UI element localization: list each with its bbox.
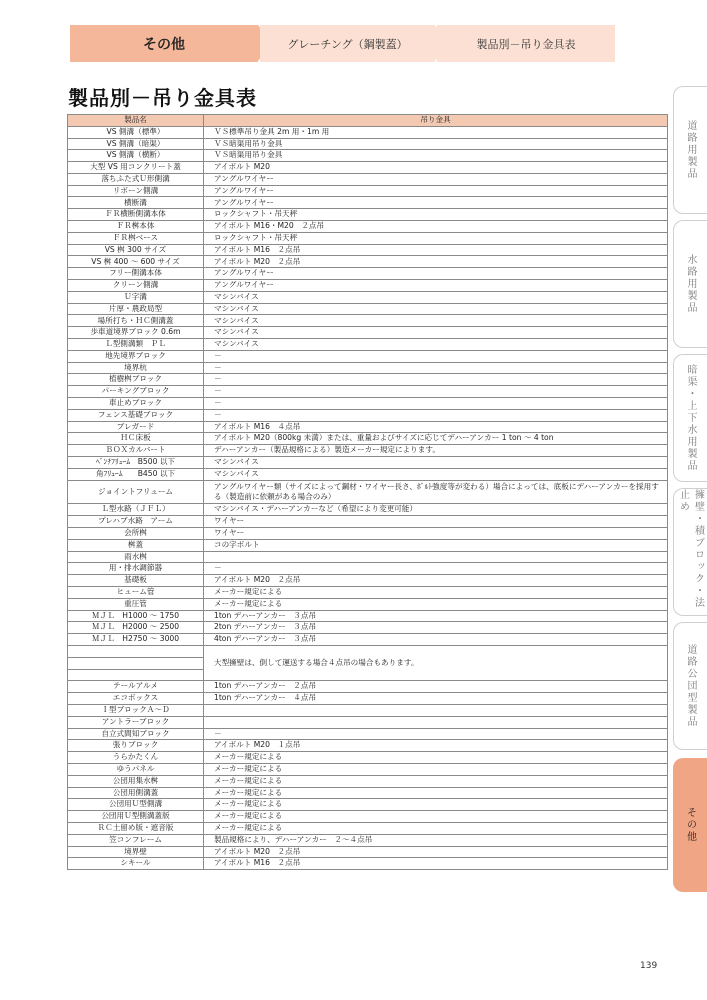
table-row <box>68 504 668 516</box>
product-name-cell: VS 側溝（標準） <box>68 126 204 138</box>
fitting-cell: メーカー規定による <box>204 787 668 799</box>
table-row <box>68 362 668 374</box>
side-tab-other[interactable] <box>673 758 707 892</box>
fitting-cell: － <box>204 362 668 374</box>
fitting-cell: メーカー規定による <box>204 763 668 775</box>
product-name-cell: Ｌ型水路（ＪＦＬ） <box>68 504 204 516</box>
fitting-cell: アイボルト M20 <box>204 162 668 174</box>
product-name-cell: エコボックス <box>68 693 204 705</box>
table-row <box>68 480 668 504</box>
table-row <box>68 197 668 209</box>
product-name-cell: 植樹桝ブロック <box>68 374 204 386</box>
column-header-fitting: 吊り金具 <box>204 115 668 127</box>
product-name-cell: VS 桝 300 サイズ <box>68 244 204 256</box>
table-row <box>68 563 668 575</box>
product-name-cell: リボーン側溝 <box>68 185 204 197</box>
breadcrumb-section[interactable]: その他 <box>70 25 258 62</box>
table-row <box>68 811 668 823</box>
fitting-cell: コの字ボルト <box>204 539 668 551</box>
product-name-cell: プレハブ水路 アーム <box>68 516 204 528</box>
product-name-cell: 桝蓋 <box>68 539 204 551</box>
side-tab-road-products[interactable] <box>673 86 707 214</box>
fitting-cell: アングルワイヤー <box>204 173 668 185</box>
table-row <box>68 610 668 622</box>
fitting-cell: アイボルト M20 ２点吊 <box>204 846 668 858</box>
table-row <box>68 126 668 138</box>
table-row <box>68 846 668 858</box>
table-row <box>68 528 668 540</box>
product-name-cell <box>68 645 204 657</box>
fitting-cell: アイボルト M20 １点吊 <box>204 740 668 752</box>
fitting-cell: メーカー規定による <box>204 587 668 599</box>
fitting-cell: マシンバイス <box>204 339 668 351</box>
product-name-cell: 公団用Ｕ型側溝 <box>68 799 204 811</box>
product-name-cell: 大型 VS 用コンクリート蓋 <box>68 162 204 174</box>
side-tab-label: 水路用製品 <box>685 254 696 314</box>
fitting-cell <box>204 551 668 563</box>
fitting-cell: アイボルト M20 ２点吊 <box>204 575 668 587</box>
table-row <box>68 763 668 775</box>
table-row <box>68 162 668 174</box>
fitting-cell: － <box>204 409 668 421</box>
fitting-cell: ＶＳ暗渠用吊り金具 <box>204 150 668 162</box>
table-row <box>68 551 668 563</box>
product-name-cell: ＨＣ床板 <box>68 433 204 445</box>
fitting-cell <box>204 716 668 728</box>
table-row <box>68 244 668 256</box>
breadcrumb <box>70 25 615 62</box>
fitting-cell: 製品規格により、デハーアンカー ２～４点吊 <box>204 834 668 846</box>
product-name-cell: 基礎板 <box>68 575 204 587</box>
product-name-cell: フリー側溝本体 <box>68 268 204 280</box>
product-name-cell: フェンス基礎ブロック <box>68 409 204 421</box>
table-row <box>68 587 668 599</box>
table-row <box>68 681 668 693</box>
fitting-cell: マシンバイス <box>204 291 668 303</box>
table-row <box>68 858 668 870</box>
product-name-cell: 片厚・農政局型 <box>68 303 204 315</box>
product-name-cell: 境界壁 <box>68 846 204 858</box>
product-name-cell: 車止めブロック <box>68 398 204 410</box>
fitting-cell: － <box>204 563 668 575</box>
fitting-cell: アングルワイヤー <box>204 268 668 280</box>
product-name-cell: ＭＪＬ H2750 ～ 3000 <box>68 634 204 646</box>
product-name-cell: 境界杭 <box>68 362 204 374</box>
fitting-cell: ワイヤー <box>204 516 668 528</box>
table-row <box>68 232 668 244</box>
table-row <box>68 575 668 587</box>
product-name-cell: ＦＲ桝ベース <box>68 232 204 244</box>
table-row <box>68 409 668 421</box>
side-tab-label: 道路用製品 <box>685 120 696 180</box>
table-row <box>68 622 668 634</box>
product-name-cell <box>68 657 204 669</box>
product-name-cell: 場所打ち・ＨＣ側溝蓋 <box>68 315 204 327</box>
table-row <box>68 386 668 398</box>
table-row <box>68 834 668 846</box>
product-name-cell: ＲＣ土留め版・遮音版 <box>68 822 204 834</box>
note-cell: 大型擁壁は、倒して運送する場合４点吊の場合もあります。 <box>204 645 668 680</box>
product-name-cell: 重圧管 <box>68 598 204 610</box>
product-name-cell: 雨水桝 <box>68 551 204 563</box>
product-name-cell: テールアルメ <box>68 681 204 693</box>
page-title: 製品別－吊り金具表 <box>68 86 257 110</box>
side-tab-label: 擁壁・積ブロック・法止め <box>677 489 704 609</box>
fitting-cell: アングルワイヤー <box>204 280 668 292</box>
product-name-cell: ＦＲ桝本体 <box>68 221 204 233</box>
table-row <box>68 173 668 185</box>
product-name-cell: ジョイントフリューム <box>68 480 204 504</box>
fitting-cell: 2ton デハーアンカー ３点吊 <box>204 622 668 634</box>
product-name-cell: Ｉ型ブロックＡ～Ｄ <box>68 704 204 716</box>
table-row <box>68 221 668 233</box>
table-row <box>68 185 668 197</box>
product-name-cell: 公団用集水桝 <box>68 775 204 787</box>
product-name-cell: ゆうパネル <box>68 763 204 775</box>
fitting-cell: － <box>204 374 668 386</box>
table-row <box>68 433 668 445</box>
fitting-cell: アングルワイヤー類（サイズによって鋼材・ワイヤー長さ、ﾎﾞﾙﾄ強度等が変わる）場合によっては、底板にデハーアンカーを採用する（製造前に依頼がある場合のみ） <box>204 480 668 504</box>
product-name-cell: 落ちふた式Ｕ形側溝 <box>68 173 204 185</box>
table-row <box>68 268 668 280</box>
fitting-cell: 4ton デハーアンカー ３点吊 <box>204 634 668 646</box>
fitting-cell: マシンバイス・デハーアンカーなど（希望により変更可能） <box>204 504 668 516</box>
product-name-cell: VS 側溝（暗渠） <box>68 138 204 150</box>
product-name-cell: Ｕ字溝 <box>68 291 204 303</box>
table-row <box>68 799 668 811</box>
fitting-cell: ロックシャフト・吊天秤 <box>204 209 668 221</box>
product-name-cell: ﾍﾞﾝﾁﾌﾘｭｰﾑ B500 以下 <box>68 457 204 469</box>
fitting-cell: ＶＳ暗渠用吊り金具 <box>204 138 668 150</box>
breadcrumb-category[interactable]: グレーチング（鋼製蓋） <box>260 25 435 62</box>
fitting-cell: アイボルト M16 ２点吊 <box>204 858 668 870</box>
breadcrumb-current: 製品別－吊り金具表 <box>437 25 615 62</box>
product-name-cell: 歩車道境界ブロック 0.6m <box>68 327 204 339</box>
table-row <box>68 315 668 327</box>
fitting-cell: メーカー規定による <box>204 598 668 610</box>
product-name-cell: 自立式間知ブロック <box>68 728 204 740</box>
fitting-cell: メーカー規定による <box>204 752 668 764</box>
fitting-cell: メーカー規定による <box>204 799 668 811</box>
fitting-cell: メーカー規定による <box>204 822 668 834</box>
fitting-cell: メーカー規定による <box>204 775 668 787</box>
product-name-cell: ＭＪＬ H2000 ～ 2500 <box>68 622 204 634</box>
table-row <box>68 822 668 834</box>
table-row <box>68 350 668 362</box>
table-row <box>68 138 668 150</box>
table-row <box>68 645 668 657</box>
product-name-cell: ＢＯＸカルバート <box>68 445 204 457</box>
table-row <box>68 280 668 292</box>
side-tab-retaining-wall[interactable] <box>673 488 707 616</box>
fitting-cell <box>204 704 668 716</box>
product-name-cell: VS 側溝（横断） <box>68 150 204 162</box>
side-tab-label: 暗渠・上下水用製品 <box>685 364 696 472</box>
side-tab-label: その他 <box>684 807 696 843</box>
product-name-cell <box>68 669 204 681</box>
column-header-product: 製品名 <box>68 115 204 127</box>
fitting-cell: － <box>204 350 668 362</box>
product-name-cell: パーキングブロック <box>68 386 204 398</box>
fitting-cell: アイボルト M20 ２点吊 <box>204 256 668 268</box>
product-name-cell: ＦＲ横断側溝本体 <box>68 209 204 221</box>
product-name-cell: うらかたくん <box>68 752 204 764</box>
product-name-cell: ブレガード <box>68 421 204 433</box>
product-name-cell: 用・排水調節器 <box>68 563 204 575</box>
fitting-cell: ワイヤー <box>204 528 668 540</box>
table-row <box>68 634 668 646</box>
fitting-cell: ＶＳ標準吊り金具 2m 用・1m 用 <box>204 126 668 138</box>
product-name-cell: 公団用側溝蓋 <box>68 787 204 799</box>
product-name-cell: ＭＪＬ H1000 ～ 1750 <box>68 610 204 622</box>
table-row <box>68 327 668 339</box>
product-name-cell: シキール <box>68 858 204 870</box>
fitting-cell: アイボルト M20（800kg 未満）または、重量およびサイズに応じてデハーアンカー 1 ton ～ 4 ton <box>204 433 668 445</box>
table-row <box>68 339 668 351</box>
side-tab-waterway-products[interactable] <box>673 220 707 348</box>
product-name-cell: 笠コンフレーム <box>68 834 204 846</box>
table-row <box>68 398 668 410</box>
table-row <box>68 539 668 551</box>
table-row <box>68 445 668 457</box>
fitting-cell: － <box>204 398 668 410</box>
table-row <box>68 374 668 386</box>
product-name-cell: 角ﾌﾘｭｰﾑ B450 以下 <box>68 468 204 480</box>
product-name-cell: 横断溝 <box>68 197 204 209</box>
fitting-cell: アングルワイヤー <box>204 197 668 209</box>
table-row <box>68 256 668 268</box>
fitting-cell: ロックシャフト・吊天秤 <box>204 232 668 244</box>
fitting-cell: アイボルト M16・M20 ２点吊 <box>204 221 668 233</box>
fitting-cell: アイボルト M16 ２点吊 <box>204 244 668 256</box>
table-row <box>68 457 668 469</box>
table-row <box>68 787 668 799</box>
fitting-cell: マシンバイス <box>204 327 668 339</box>
fitting-cell: マシンバイス <box>204 468 668 480</box>
fitting-cell: マシンバイス <box>204 315 668 327</box>
product-name-cell: 公団用Ｕ型側溝蓋版 <box>68 811 204 823</box>
table-row <box>68 775 668 787</box>
fitting-cell: 1ton デハーアンカー ２点吊 <box>204 681 668 693</box>
table-row <box>68 150 668 162</box>
table-row <box>68 704 668 716</box>
table-row <box>68 303 668 315</box>
fitting-cell: アングルワイヤー <box>204 185 668 197</box>
table-row <box>68 598 668 610</box>
table-header-row <box>68 115 668 127</box>
table-row <box>68 728 668 740</box>
table-row <box>68 516 668 528</box>
fitting-cell: － <box>204 728 668 740</box>
product-name-cell: Ｌ型側溝類 ＰＬ <box>68 339 204 351</box>
table-row <box>68 740 668 752</box>
page-number: 139 <box>640 961 658 971</box>
fitting-cell: アイボルト M16 ４点吊 <box>204 421 668 433</box>
product-name-cell: 地先境界ブロック <box>68 350 204 362</box>
table-row <box>68 209 668 221</box>
table-row <box>68 421 668 433</box>
table-row <box>68 468 668 480</box>
fitting-cell: メーカー規定による <box>204 811 668 823</box>
table-row <box>68 693 668 705</box>
fitting-cell: マシンバイス <box>204 457 668 469</box>
table-body <box>68 126 668 869</box>
fitting-cell: デハーアンカー（製品規格による）製造メーカー規定によります。 <box>204 445 668 457</box>
product-name-cell: クリーン側溝 <box>68 280 204 292</box>
table-row <box>68 752 668 764</box>
product-name-cell: 会所桝 <box>68 528 204 540</box>
fitting-cell: 1ton デハーアンカー ４点吊 <box>204 693 668 705</box>
fitting-cell: マシンバイス <box>204 303 668 315</box>
product-name-cell: アントラーブロック <box>68 716 204 728</box>
side-tab-highway-corp[interactable] <box>673 622 707 750</box>
side-tab-label: 道路公団型製品 <box>685 644 696 728</box>
fitting-cell: － <box>204 386 668 398</box>
fitting-cell: 1ton デハーアンカー ３点吊 <box>204 610 668 622</box>
table-row <box>68 291 668 303</box>
lifting-fittings-table <box>67 114 668 870</box>
table-row <box>68 716 668 728</box>
side-tab-culvert-products[interactable] <box>673 354 707 482</box>
product-name-cell: ヒューム管 <box>68 587 204 599</box>
product-name-cell: VS 桝 400 ～ 600 サイズ <box>68 256 204 268</box>
product-name-cell: 張りブロック <box>68 740 204 752</box>
